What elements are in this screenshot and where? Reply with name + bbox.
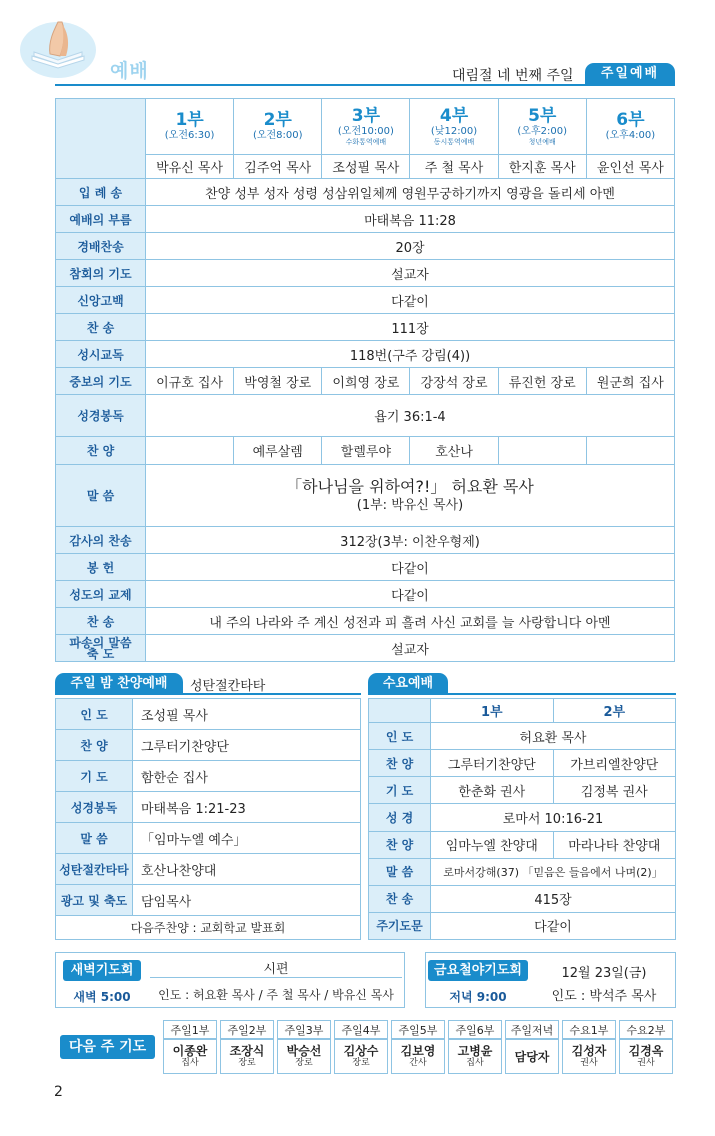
row-value: 설교자 [146, 635, 675, 662]
evening-service-tab: 주일 밤 찬양예배 [55, 673, 183, 695]
intercessor: 이희영 장로 [322, 368, 410, 395]
service-leader: 한지훈 목사 [498, 155, 586, 179]
dawn-divider [150, 977, 402, 978]
prayer-slot: 수요1부 [562, 1020, 616, 1039]
row-value: 마라나타 찬양대 [553, 831, 676, 858]
evening-row [56, 854, 361, 885]
row-value: 김정복 권사 [553, 777, 676, 804]
row-sermon [56, 465, 675, 527]
wednesday-row [369, 831, 676, 858]
wednesday-row [369, 723, 676, 750]
row-label: 찬 송 [56, 314, 146, 341]
wednesday-row [369, 858, 676, 885]
row-value: 설교자 [146, 260, 675, 287]
name-row [163, 1039, 673, 1074]
prayer-person: 김경옥 권사 [619, 1039, 673, 1074]
row-value: 가브리엘찬양단 [553, 750, 676, 777]
row-label: 감사의 찬송 [56, 527, 146, 554]
row-song [56, 314, 675, 341]
service-4: 4부 (낮12:00) 동시통역예배 [410, 99, 498, 155]
service-leader: 윤인선 목사 [586, 155, 674, 179]
row-fellowship [56, 581, 675, 608]
row-value: 118번(구주 강림(4)) [146, 341, 675, 368]
service-5: 5부 (오후2:00) 청년예배 [498, 99, 586, 155]
prayer-slot: 주일6부 [448, 1020, 502, 1039]
sermon-subtitle: (1부: 박유신 목사) [356, 497, 464, 513]
row-entrance [56, 179, 675, 206]
row-label: 성경봉독 [56, 395, 146, 437]
row-label: 말 씀 [369, 858, 431, 885]
evening-row [56, 730, 361, 761]
row-label: 찬 양 [56, 437, 146, 465]
praying-hands-image [18, 16, 98, 78]
sermon-title: 「하나님을 위하여?!」 허요환 목사 [286, 476, 534, 496]
row-value: 415장 [431, 885, 676, 912]
evening-footer: 다음주찬양 : 교회학교 발표회 [56, 916, 361, 940]
row-creed [56, 287, 675, 314]
prayer-person: 박승선 장로 [277, 1039, 331, 1074]
prayer-slot: 주일2부 [220, 1020, 274, 1039]
row-value: 마태복음 1:21-23 [133, 792, 361, 823]
intercessor: 박영철 장로 [234, 368, 322, 395]
row-value: 호산나찬양대 [133, 854, 361, 885]
row-label: 말 씀 [56, 465, 146, 527]
prayer-slot: 수요2부 [619, 1020, 673, 1039]
service-header-row [56, 99, 675, 155]
dawn-prayer-title: 새벽기도회 [63, 960, 141, 981]
wed-col-2: 2부 [553, 699, 676, 723]
row-label: 찬 송 [369, 885, 431, 912]
corner-cell [369, 699, 431, 723]
praise-choir [586, 437, 674, 465]
row-value: 허요환 목사 [431, 723, 676, 750]
intercessor: 류진헌 장로 [498, 368, 586, 395]
row-confession [56, 260, 675, 287]
service-leader: 조성필 목사 [322, 155, 410, 179]
row-reading [56, 395, 675, 437]
friday-prayer-time: 저녁 9:00 [449, 990, 507, 1004]
row-label: 인 도 [56, 699, 133, 730]
row-label: 인 도 [369, 723, 431, 750]
row-value: 다같이 [146, 581, 675, 608]
wednesday-row [369, 777, 676, 804]
row-value: 함한순 집사 [133, 761, 361, 792]
row-value: 한춘화 권사 [431, 777, 554, 804]
friday-prayer-leader: 인도 : 박석주 목사 [551, 989, 657, 1004]
wed-col-1: 1부 [431, 699, 554, 723]
row-label: 예배의 부름 [56, 206, 146, 233]
row-value: 다같이 [146, 287, 675, 314]
row-label: 찬 양 [369, 750, 431, 777]
service-leader-row [56, 155, 675, 179]
row-label: 기 도 [369, 777, 431, 804]
evening-row [56, 823, 361, 854]
row-label: 참회의 기도 [56, 260, 146, 287]
row-thanks [56, 527, 675, 554]
row-label: 중보의 기도 [56, 368, 146, 395]
wednesday-row [369, 885, 676, 912]
row-value: 마태복음 11:28 [146, 206, 675, 233]
section-title: 예배 [110, 60, 149, 82]
intercessor: 이규호 집사 [146, 368, 234, 395]
wednesday-service-table [368, 698, 676, 940]
row-value: 다같이 [431, 912, 676, 939]
service-leader: 김주억 목사 [234, 155, 322, 179]
row-psalter [56, 341, 675, 368]
wednesday-row [369, 750, 676, 777]
row-value: 111장 [146, 314, 675, 341]
evening-row [56, 792, 361, 823]
friday-prayer-title: 금요철야기도회 [428, 960, 528, 981]
row-value: 312장(3부: 이찬우형제) [146, 527, 675, 554]
evening-row [56, 699, 361, 730]
row-benediction [56, 635, 675, 662]
row-value: 「임마누엘 예수」 [133, 823, 361, 854]
row-label: 말 씀 [56, 823, 133, 854]
corner-cell [56, 99, 146, 179]
row-closing-song [56, 608, 675, 635]
evening-service-table [55, 698, 361, 940]
sermon-cell [146, 465, 675, 527]
row-value: 그루터기찬양단 [133, 730, 361, 761]
scripture-reading: 욥기 36:1-4 [146, 395, 675, 437]
praise-choir: 예루살렘 [234, 437, 322, 465]
row-label: 성탄절칸타타 [56, 854, 133, 885]
evening-row [56, 885, 361, 916]
service-3: 3부 (오전10:00) 수화통역예배 [322, 99, 410, 155]
praise-choir [146, 437, 234, 465]
row-value: 20장 [146, 233, 675, 260]
page-number: 2 [54, 1084, 63, 1100]
sunday-service-table [55, 98, 675, 662]
prayer-slot: 주일5부 [391, 1020, 445, 1039]
row-value: 내 주의 나라와 주 계신 성전과 피 흘려 사신 교회를 늘 사랑합니다 아멘 [146, 608, 675, 635]
row-label: 성경봉독 [56, 792, 133, 823]
row-value: 임마누엘 찬양대 [431, 831, 554, 858]
intercessor: 원군희 집사 [586, 368, 674, 395]
row-label: 성시교독 [56, 341, 146, 368]
dawn-prayer-topic: 시편 [263, 962, 289, 977]
row-label: 성도의 교제 [56, 581, 146, 608]
service-1: 1부 (오전6:30) [146, 99, 234, 155]
wednesday-row [369, 804, 676, 831]
row-label: 찬 양 [369, 831, 431, 858]
row-label: 기 도 [56, 761, 133, 792]
row-value: 조성필 목사 [133, 699, 361, 730]
dawn-prayer-time: 새벽 5:00 [73, 990, 131, 1004]
row-label: 성 경 [369, 804, 431, 831]
service-leader: 주 철 목사 [410, 155, 498, 179]
row-value: 로마서 10:16-21 [431, 804, 676, 831]
sunday-service-tab: 주일예배 [585, 63, 675, 85]
row-praise [56, 437, 675, 465]
friday-prayer-date: 12월 23일(금) [561, 966, 647, 981]
row-value: 찬양 성부 성자 성령 성삼위일체께 영원무궁하기까지 영광을 돌리세 아멘 [146, 179, 675, 206]
service-2: 2부 (오전8:00) [234, 99, 322, 155]
wednesday-service-tab: 수요예배 [368, 673, 448, 695]
prayer-slot: 주일1부 [163, 1020, 217, 1039]
evening-row [56, 761, 361, 792]
intercessor: 강장석 장로 [410, 368, 498, 395]
dawn-prayer-leaders: 인도 : 허요환 목사 / 주 철 목사 / 박유신 목사 [158, 988, 394, 1002]
prayer-person: 조장식 장로 [220, 1039, 274, 1074]
row-label: 찬 송 [56, 608, 146, 635]
row-value: 그루터기찬양단 [431, 750, 554, 777]
prayer-person: 이종완 집사 [163, 1039, 217, 1074]
praise-choir [498, 437, 586, 465]
prayer-person: 김상수 장로 [334, 1039, 388, 1074]
row-hymn [56, 233, 675, 260]
slot-row [163, 1020, 673, 1039]
row-intercession [56, 368, 675, 395]
row-label: 주기도문 [369, 912, 431, 939]
prayer-person: 김성자 권사 [562, 1039, 616, 1074]
wednesday-tab-rule [368, 693, 676, 695]
header-subtitle: 대림절 네 번째 주일 [452, 68, 574, 84]
prayer-slot: 주일3부 [277, 1020, 331, 1039]
evening-footer-row [56, 916, 361, 940]
praise-choir: 할렐루야 [322, 437, 410, 465]
next-week-prayer-table [160, 1020, 676, 1074]
row-value: 다같이 [146, 554, 675, 581]
wednesday-row [369, 912, 676, 939]
row-label: 경배찬송 [56, 233, 146, 260]
row-value: 로마서강해(37) 「믿음은 들음에서 나며(2)」 [431, 858, 676, 885]
row-label: 입 례 송 [56, 179, 146, 206]
row-label: 봉 헌 [56, 554, 146, 581]
header-rule [55, 84, 675, 86]
wednesday-header-row [369, 699, 676, 723]
prayer-person: 김보영 간사 [391, 1039, 445, 1074]
row-call [56, 206, 675, 233]
praise-choir: 호산나 [410, 437, 498, 465]
row-value: 담임목사 [133, 885, 361, 916]
row-label: 광고 및 축도 [56, 885, 133, 916]
prayer-person: 고병윤 집사 [448, 1039, 502, 1074]
prayer-slot: 주일저녁 [505, 1020, 559, 1039]
service-leader: 박유신 목사 [146, 155, 234, 179]
row-offering [56, 554, 675, 581]
row-label: 파송의 말씀 축 도 [56, 635, 146, 662]
prayer-slot: 주일4부 [334, 1020, 388, 1039]
next-week-prayer-title: 다음 주 기도 [60, 1035, 155, 1059]
evening-note: 성탄절칸타타 [190, 679, 266, 694]
service-6: 6부 (오후4:00) [586, 99, 674, 155]
prayer-person: 담당자 [505, 1039, 559, 1074]
row-label: 신앙고백 [56, 287, 146, 314]
row-label: 찬 양 [56, 730, 133, 761]
